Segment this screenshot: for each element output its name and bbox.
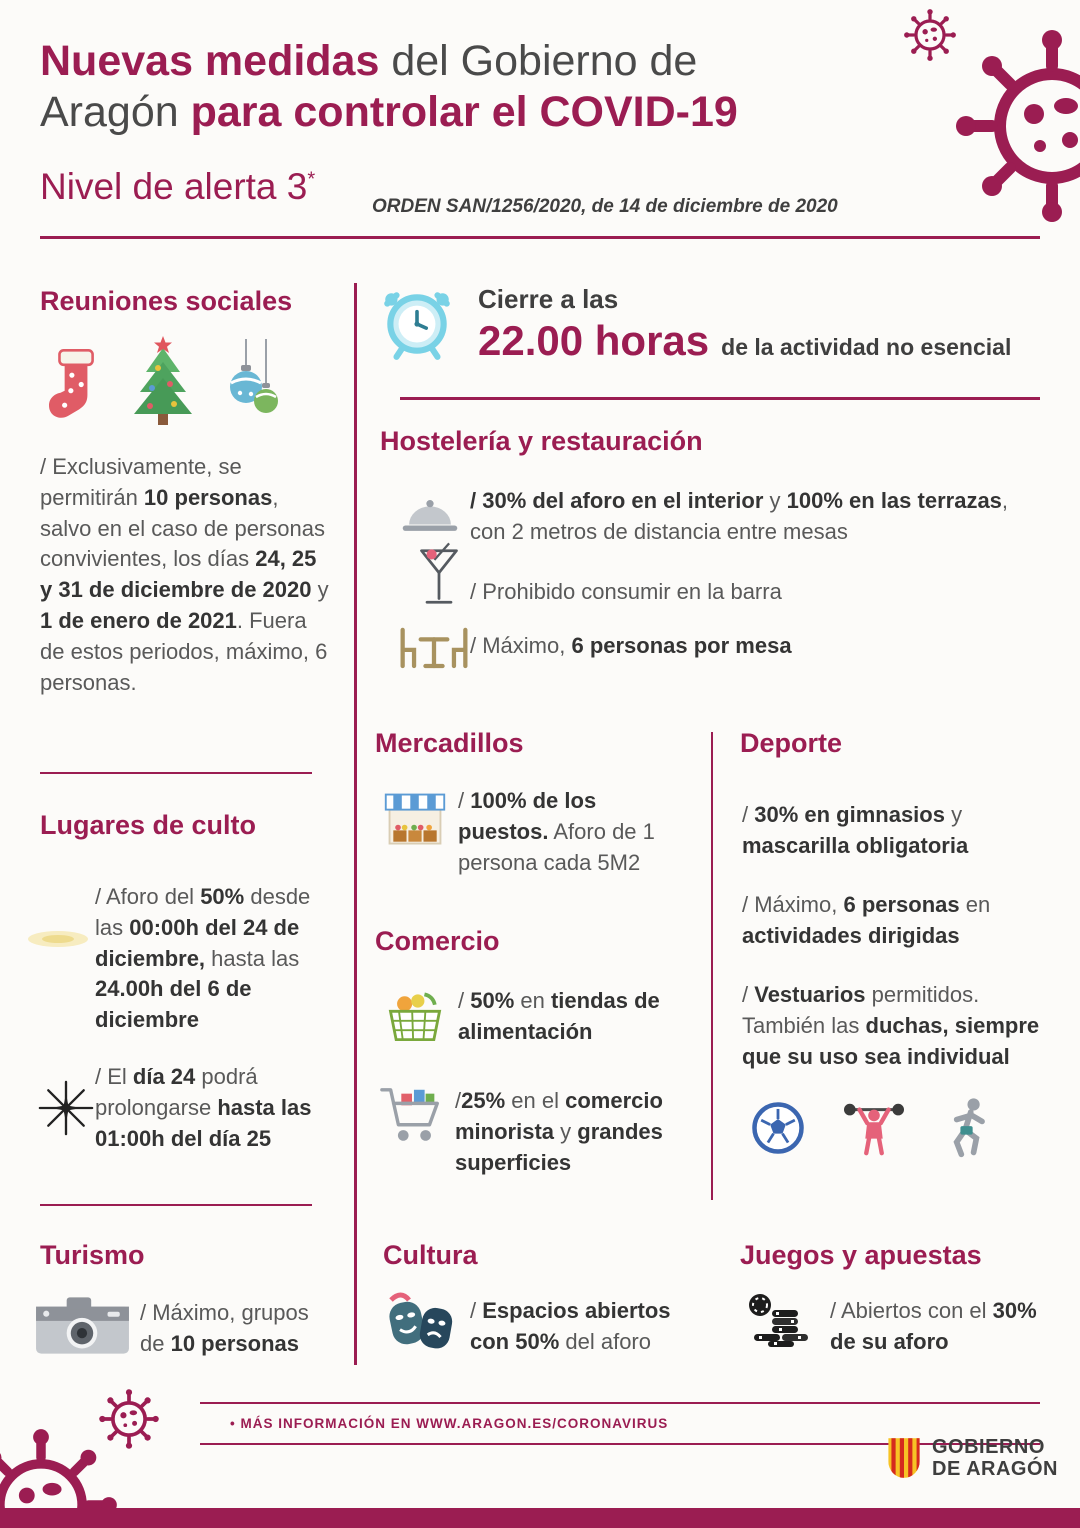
order-reference: ORDEN SAN/1256/2020, de 14 de diciembre de 2020 [372,196,838,217]
camera-icon [34,1294,131,1358]
closing-time: 22.00 horas [478,317,710,364]
comercio-item-text: /25% en el comercio minorista y grandes superficies [455,1088,663,1175]
cocktail-icon [416,541,462,611]
turismo-item-text: / Máximo, grupos de 10 personas [140,1300,309,1356]
market-stall-icon [382,790,448,850]
left-divider-1 [40,772,312,774]
runner-icon [942,1096,992,1160]
deporte-item-text: / Máximo, 6 personas en actividades dirigidas [742,892,991,948]
section-title-cultura: Cultura [383,1240,478,1270]
table-chairs-icon [396,624,472,670]
header-divider [40,236,1040,239]
mercadillos-item-text: / 100% de los puestos. Aforo de 1 persona cada 5M2 [458,788,655,875]
page-title [40,36,738,137]
alert-level: Nivel de alerta 3* [40,166,316,207]
closing-tail: de la actividad no esencial [721,334,1012,360]
virus-icon [903,8,957,62]
poker-chips-icon [746,1290,812,1348]
section-title-mercadillos: Mercadillos [375,728,524,758]
hosteleria-item-text: / Prohibido consumir en la barra [470,579,782,604]
christmas-tree-icon [122,334,204,429]
hosteleria-item-text: / 30% del aforo en el interior y 100% en las terrazas, con 2 metros de distancia entre mesas [470,488,1009,544]
reuniones-body-text: / Exclusivamente, se permitirán 10 personas, salvo en el caso de personas convivientes, los días 24, 25 y 31 de diciembre de 2020 y 1 de enero de 2021. Fuera de estos periodos, máximo, 6 personas. [40,454,329,695]
culto-item-text: / El día 24 podrá prolongarse hasta las 01:00h del día 25 [95,1064,312,1151]
section-title-deporte: Deporte [740,728,843,758]
serving-dish-icon [398,490,462,540]
logo-line-1: GOBIERNO [932,1436,1045,1458]
ornaments-icon [218,339,288,429]
deporte-item-text: / 30% en gimnasios y mascarilla obligatoria [742,802,969,858]
candle-glow-icon [26,926,90,952]
section-title-culto: Lugares de culto [40,810,257,840]
section-title-comercio: Comercio [375,926,500,956]
title-line-1: Nuevas medidas del Gobierno de [40,37,698,85]
gobierno-aragon-logo [886,1436,1058,1481]
left-divider-2 [40,1204,312,1206]
soccer-ball-icon [750,1100,806,1156]
bottom-accent-bar [0,1508,1080,1528]
shopping-cart-icon [378,1082,446,1150]
hosteleria-item-text: / Máximo, 6 personas por mesa [470,633,792,658]
section-title-hosteleria: Hostelería y restauración [380,426,703,456]
section-title-juegos: Juegos y apuestas [740,1240,982,1270]
title-line-2: Aragón para controlar el COVID-19 [40,87,738,136]
more-info-bar: • MÁS INFORMACIÓN EN WWW.ARAGON.ES/CORONAVIRUS [200,1402,1040,1445]
closing-time-banner [478,284,1011,365]
cultura-item-text: / Espacios abiertos con 50% del aforo [470,1298,671,1354]
virus-icon [952,26,1080,226]
vertical-divider-main [354,283,357,1365]
section-title-turismo: Turismo [40,1240,145,1270]
weightlifter-icon [842,1098,906,1158]
theater-masks-icon [379,1292,459,1354]
christmas-stocking-icon [42,341,108,429]
alert-footnote-asterisk: * [307,168,316,191]
vertical-divider-columns [711,732,713,1200]
juegos-item-text: / Abiertos con el 30% de su aforo [830,1298,1037,1354]
section-title-reuniones: Reuniones sociales [40,286,293,316]
christmas-icons-row [42,334,288,429]
alarm-clock-icon [376,282,458,364]
culto-item-text: / Aforo del 50% desde las 00:00h del 24 de diciembre, hasta las 24.00h del 6 de diciembre [95,884,311,1033]
closing-line1: Cierre a las [478,284,619,314]
logo-text [932,1436,1058,1481]
deporte-item-text: / Vestuarios permitidos. También las duchas, siempre que su uso sea individual [742,982,1040,1069]
sports-icons-row [750,1096,992,1160]
closing-divider [400,397,1040,400]
logo-line-2: DE ARAGÓN [932,1458,1058,1481]
grocery-basket-icon [382,988,448,1046]
aragon-shield-icon [886,1436,922,1480]
star-burst-icon [38,1080,94,1136]
comercio-item-text: / 50% en tiendas de alimentación [458,988,660,1044]
